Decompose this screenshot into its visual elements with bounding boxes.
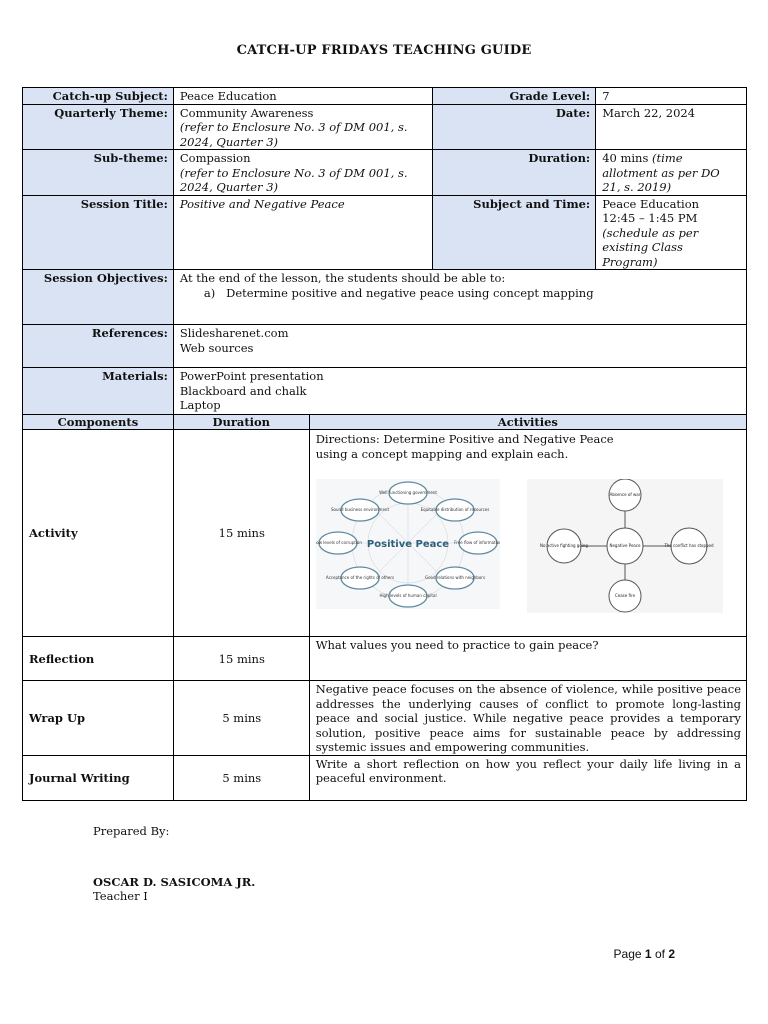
- reflection-text: What values you need to practice to gain peace?: [309, 637, 746, 681]
- theme-label: Quarterly Theme:: [23, 104, 174, 150]
- negative-peace-center: Negative Peace: [609, 543, 641, 548]
- subject-time-note: (schedule as per existing Class Program): [602, 225, 699, 269]
- preparer-position: Teacher I: [93, 889, 148, 903]
- activity-directions: Directions: Determine Positive and Negative Peace: [315, 432, 614, 446]
- reference-item: Slidesharenet.com: [179, 326, 289, 340]
- map-node-label: Well functioning government: [378, 490, 437, 495]
- date-label: Date:: [433, 104, 596, 150]
- material-item: Laptop: [179, 398, 221, 412]
- references-label: References:: [23, 325, 174, 368]
- duration-header: Duration: [173, 415, 309, 430]
- preparer-name: OSCAR D. SASICOMA JR.: [93, 875, 256, 889]
- grade-label: Grade Level:: [433, 88, 596, 105]
- journal-name: Journal Writing: [23, 755, 174, 800]
- map-node-label: Sound business environment: [330, 507, 389, 512]
- map-node-label: The conflict has stopped: [664, 543, 714, 548]
- activity-directions-2: using a concept mapping and explain each.: [315, 446, 569, 461]
- subject-time-time: 12:45 – 1:45 PM: [602, 211, 698, 225]
- page-total: 2: [668, 947, 675, 961]
- subject-time-cell: [596, 195, 747, 270]
- map-node-label: Cease fire: [614, 593, 635, 598]
- grade-value: 7: [596, 88, 747, 105]
- subtheme-label: Sub-theme:: [23, 150, 174, 196]
- map-node-label: Good relations with neighbors: [424, 575, 485, 580]
- subject-time-label: Subject and Time:: [433, 195, 596, 270]
- wrapup-text: Negative peace focuses on the absence of violence, while positive peace addresses the underlying causes of conflict to promote long-lasting peace and social justice. While negative peace provides a temporary solution, positive peace aims for sustainable peace by addressing systemic issues and empowering communities.: [309, 681, 746, 756]
- map-node-label: Equitable distribution of resources: [420, 507, 490, 512]
- materials-label: Materials:: [23, 368, 174, 422]
- map-node-label: No active fighting going: [539, 543, 588, 548]
- wrapup-duration: 5 mins: [173, 681, 309, 756]
- page-of: of: [654, 947, 665, 961]
- reflection-duration: 15 mins: [173, 637, 309, 681]
- map-node-label: Free flow of information: [453, 540, 500, 545]
- prepared-by-label: Prepared By:: [93, 824, 170, 838]
- objectives-intro: At the end of the lesson, the students should be able to:: [179, 271, 506, 285]
- positive-peace-map: [316, 479, 500, 613]
- wrapup-name: Wrap Up: [23, 681, 174, 756]
- activity-duration: 15 mins: [173, 430, 309, 637]
- reflection-name: Reflection: [23, 637, 174, 681]
- duration-label: Duration:: [433, 150, 596, 196]
- material-item: PowerPoint presentation: [179, 369, 324, 383]
- document-title: CATCH-UP FRIDAYS TEACHING GUIDE: [236, 43, 532, 58]
- subject-value: Peace Education: [173, 88, 433, 105]
- journal-duration: 5 mins: [173, 755, 309, 800]
- objectives-cell: [173, 270, 746, 325]
- duration-cell: [596, 150, 747, 196]
- page-number: [614, 947, 675, 961]
- activity-cell: [309, 430, 746, 637]
- session-info-table: [22, 87, 747, 422]
- journal-text: Write a short reflection on how you reflect your daily life living in a peaceful environment.: [309, 755, 746, 800]
- theme-reference: (refer to Enclosure No. 3 of DM 001, s. 2024, Quarter 3): [179, 120, 408, 149]
- map-node-label: Absence of war: [609, 492, 641, 497]
- map-node-label: Acceptance of the rights of others: [325, 575, 394, 580]
- negative-peace-map: [527, 479, 723, 617]
- activity-name: Activity: [23, 430, 174, 637]
- theme-cell: [173, 104, 433, 150]
- page-word: Page: [613, 947, 642, 961]
- objectives-label: Session Objectives:: [23, 270, 174, 325]
- components-table: [22, 414, 747, 801]
- material-item: Blackboard and chalk: [179, 383, 307, 398]
- theme-value: Community Awareness: [179, 105, 314, 120]
- map-node-label: Low levels of corruption: [315, 540, 362, 545]
- duration-value: 40 mins: [602, 151, 649, 165]
- subject-time-subject: Peace Education: [602, 196, 700, 211]
- duration-note: (time allotment as per DO 21, s. 2019): [602, 151, 720, 194]
- session-title-label: Session Title:: [23, 195, 174, 270]
- references-cell: [173, 325, 746, 368]
- page-current: 1: [644, 947, 652, 961]
- objective-item: a) Determine positive and negative peace using concept mapping: [203, 285, 594, 300]
- session-title-value: Positive and Negative Peace: [173, 195, 433, 270]
- subject-label: Catch-up Subject:: [23, 88, 174, 105]
- activities-header: Activities: [309, 415, 746, 430]
- concept-maps: [316, 479, 741, 619]
- positive-peace-center: Positive Peace: [366, 539, 449, 550]
- components-header: Components: [23, 415, 174, 430]
- subtheme-cell: [173, 150, 433, 196]
- date-value: March 22, 2024: [596, 104, 747, 150]
- subtheme-value: Compassion: [179, 151, 251, 165]
- reference-item: Web sources: [179, 340, 254, 355]
- map-node-label: High levels of human capital: [379, 593, 437, 598]
- subtheme-reference: (refer to Enclosure No. 3 of DM 001, s. 2024, Quarter 3): [179, 165, 408, 194]
